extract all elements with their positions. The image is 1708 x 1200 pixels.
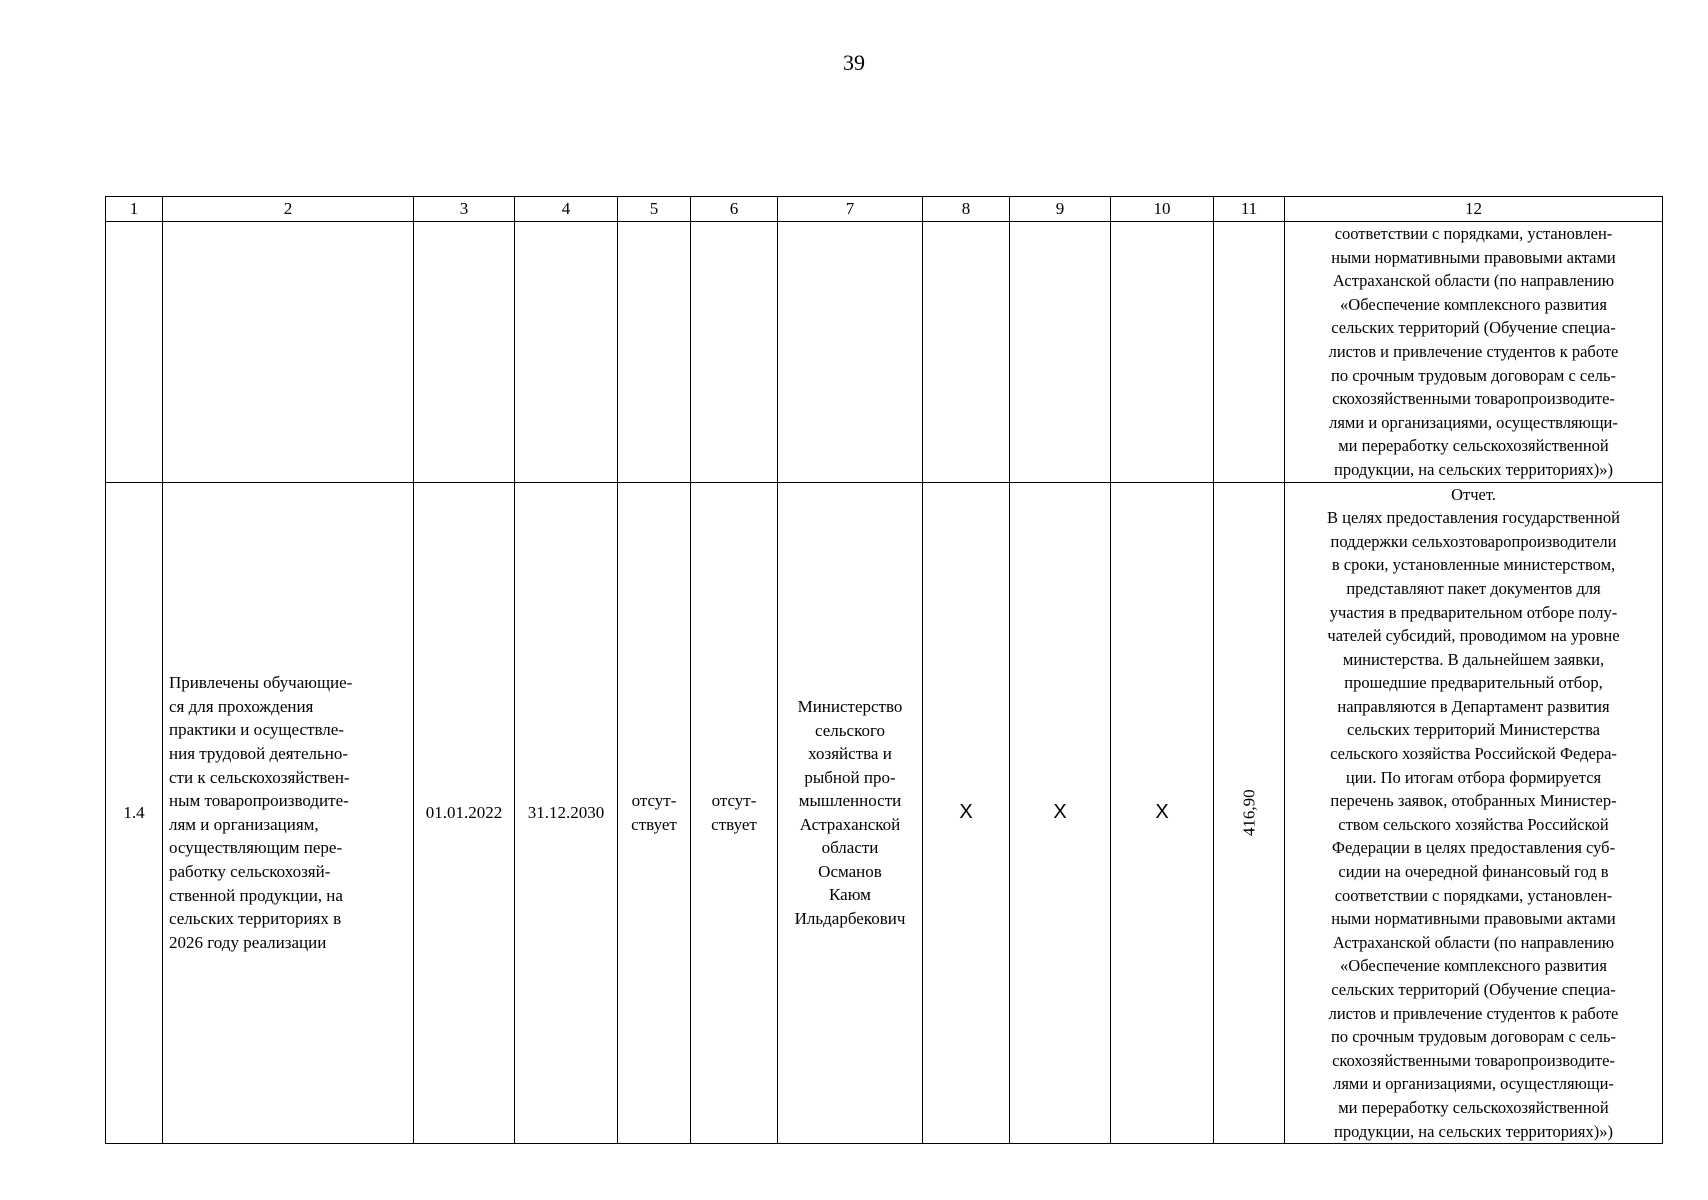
table-row-continuation <box>106 222 1663 483</box>
header-col-6: 6 <box>691 197 778 222</box>
cell-empty <box>618 222 691 483</box>
header-col-5: 5 <box>618 197 691 222</box>
cell-col-10: X <box>1111 482 1214 1144</box>
table-row-1-4 <box>106 482 1663 1144</box>
cell-empty <box>923 222 1010 483</box>
cell-empty <box>1010 222 1111 483</box>
header-col-8: 8 <box>923 197 1010 222</box>
header-col-10: 10 <box>1111 197 1214 222</box>
header-row <box>106 197 1663 222</box>
cell-col-5: отсут- ствует <box>618 482 691 1144</box>
header-col-7: 7 <box>778 197 923 222</box>
cell-empty <box>163 222 414 483</box>
page-number: 39 <box>843 50 865 75</box>
header-col-9: 9 <box>1010 197 1111 222</box>
cell-empty <box>778 222 923 483</box>
cell-notes: Отчет. В целях предоставления государственной поддержки сельхозтоваропроизводители в сроки, установленные министерством, представляют пакет документов для участия в предварительном отборе полу- чателей субсидий, проводимом на уровне министерства. В дальнейшем заявки, прошедшие предварительный отбор, направляются в Департамент развития сельских территорий Министерства сельского хозяйства Российской Федера- ции. По итогам отбора формируется перечень заявок, отобранных Министер- ством сельского хозяйства Российской Федерации в целях предоставления суб- сидии на очередной финансовый год в соответствии с порядками, установлен- ными нормативными правовыми актами Астраханской области (по направлению «Обеспечение комплексного развития сельских территорий (Обучение специа- листов и привлечение студентов к работе по срочным трудовым договорам с сель- скохозяйственными товаропроизводите- лями и организациями, осущестляющи- ми переработку сельскохозяйственной продукции, на сельских территориях)») <box>1285 482 1663 1144</box>
cell-col-6: отсут- ствует <box>691 482 778 1144</box>
cell-amount <box>1214 482 1285 1144</box>
cell-empty <box>515 222 618 483</box>
cell-empty <box>414 222 515 483</box>
header-col-1: 1 <box>106 197 163 222</box>
cell-empty <box>106 222 163 483</box>
cell-description: Привлечены обучающие- ся для прохождения практики и осуществле- ния трудовой деятельно- сти к сельскохозяйствен- ным товаропроизводите- лям и организациям, осуществляющим пере- работку сельскохозяй- ственной продукции, на сельских территориях в 2026 году реализации <box>163 482 414 1144</box>
amount-value: 416,90 <box>1239 789 1259 837</box>
cell-empty <box>1111 222 1214 483</box>
cell-col-9: X <box>1010 482 1111 1144</box>
header-col-3: 3 <box>414 197 515 222</box>
cell-end-date: 31.12.2030 <box>515 482 618 1144</box>
header-col-4: 4 <box>515 197 618 222</box>
header-col-2: 2 <box>163 197 414 222</box>
cell-empty <box>1214 222 1285 483</box>
cell-notes-continuation: соответствии с порядками, установлен- ными нормативными правовыми актами Астраханской области (по направлению «Обеспечение комплексного развития сельских территорий (Обучение специа- листов и привлечение студентов к работе по срочным трудовым договорам с сель- скохозяйственными товаропроизводите- лями и организациями, осуществляющи- ми переработку сельскохозяйственной продукции, на сельских территориях)») <box>1285 222 1663 483</box>
table-header <box>106 197 1663 222</box>
document-table <box>105 196 1663 1144</box>
header-col-11: 11 <box>1214 197 1285 222</box>
cell-responsible: Министерство сельского хозяйства и рыбной про- мышленности Астраханской области Османов Каюм Ильдарбекович <box>778 482 923 1144</box>
cell-col-8: X <box>923 482 1010 1144</box>
header-col-12: 12 <box>1285 197 1663 222</box>
cell-empty <box>691 222 778 483</box>
cell-item-number: 1.4 <box>106 482 163 1144</box>
cell-start-date: 01.01.2022 <box>414 482 515 1144</box>
